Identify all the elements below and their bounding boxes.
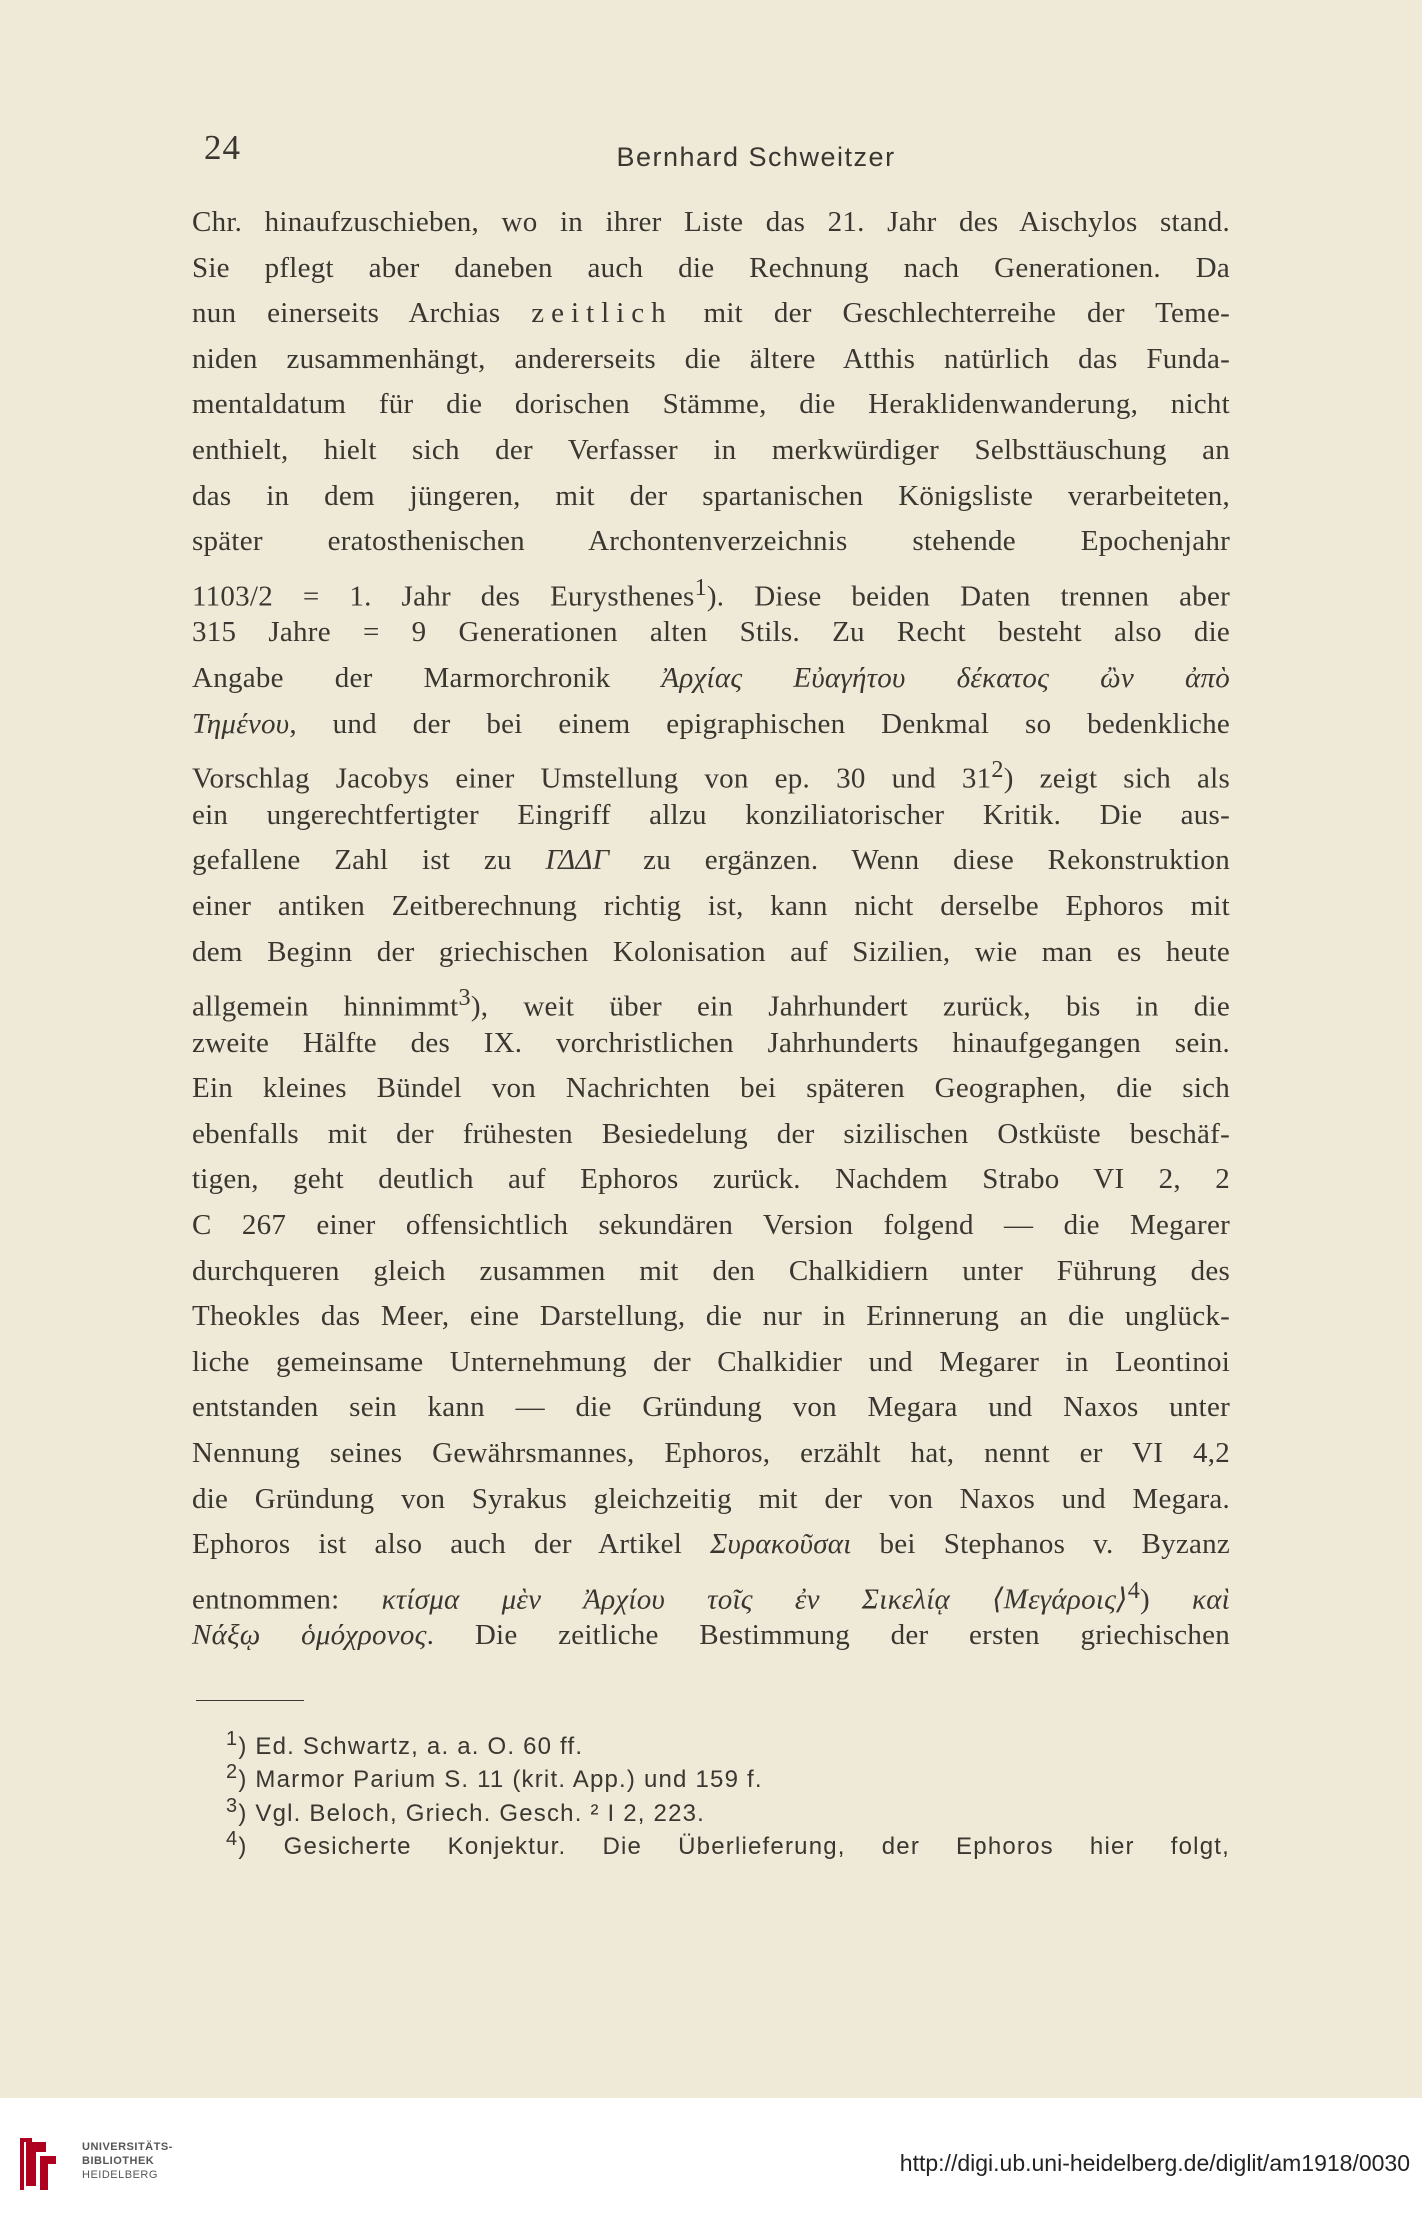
text-line: durchqueren gleich zusammen mit den Chalkidiern unter Führung des bbox=[192, 1254, 1230, 1287]
text-line: ein ungerechtfertigter Eingriff allzu konziliatorischer Kritik. Die aus- bbox=[192, 798, 1230, 831]
footnote-ref: 3 bbox=[458, 984, 471, 1012]
text-line: enthielt, hielt sich der Verfasser in merkwürdiger Selbsttäuschung an bbox=[192, 433, 1230, 466]
text-line: Νάξῳ ὁμόχρονος. Die zeitliche Bestimmung der ersten griechischen bbox=[192, 1619, 1230, 1652]
greek-quote: καὶ bbox=[1192, 1583, 1230, 1616]
footnote: $^3$) Vgl. Beloch, Griech. Gesch. ² I 2, 223. bbox=[226, 1794, 706, 1827]
text-line: Ephoros ist also auch der Artikel Συρακοῦσαι bei Stephanos v. Byzanz bbox=[192, 1528, 1231, 1561]
text-line: mentaldatum für die dorischen Stämme, die Heraklidenwanderung, nicht bbox=[192, 388, 1230, 421]
text-line: ebenfalls mit der frühesten Besiedelung der sizilischen Ostküste beschäf- bbox=[192, 1117, 1230, 1150]
footnote-rule bbox=[196, 1700, 304, 1701]
running-head: Bernhard Schweitzer bbox=[616, 142, 896, 172]
text-line: später eratosthenischen Archontenverzeichnis stehende Epochenjahr bbox=[192, 525, 1230, 558]
text-line: die Gründung von Syrakus gleichzeitig mit der von Naxos und Megara. bbox=[192, 1482, 1230, 1515]
library-logo-icon bbox=[16, 2134, 64, 2194]
footnote: $^1$) Ed. Schwartz, a. a. O. 60 ff. bbox=[226, 1728, 584, 1760]
text-line: Chr. hinaufzuschieben, wo in ihrer Liste das 21. Jahr des Aischylos stand. bbox=[192, 206, 1230, 238]
text-line: Ein kleines Bündel von Nachrichten bei späteren Geographen, die sich bbox=[192, 1072, 1230, 1105]
text-line: Τημένου, und der bei einem epigraphischen Denkmal so bedenkliche bbox=[192, 707, 1230, 740]
text-line: liche gemeinsame Unternehmung der Chalkidier und Megarer in Leontinoi bbox=[192, 1345, 1230, 1378]
greek-numeral: ΓΔΔΓ bbox=[545, 844, 610, 877]
text-line: C 267 einer offensichtlich sekundären Version folgend — die Megarer bbox=[192, 1209, 1230, 1242]
text-line: 1103/2 = 1. Jahr des Eurysthenes$^1$). Diese beiden Daten trennen aber bbox=[192, 573, 1230, 613]
text-line: Nennung seines Gewährsmannes, Ephoros, erzählt hat, nennt er VI 4,2 bbox=[192, 1437, 1230, 1470]
text-line: Theokles das Meer, eine Darstellung, die nur in Erinnerung an die unglück- bbox=[192, 1300, 1230, 1333]
text-line: gefallene Zahl ist zu ΓΔΔΓ zu ergänzen. Wenn diese Rekonstruktion bbox=[192, 844, 1230, 877]
footnote: $^2$) Marmor Parium S. 11 (krit. App.) und 159 f. bbox=[226, 1761, 763, 1794]
text-line: das in dem jüngeren, mit der spartanischen Königsliste verarbeiteten, bbox=[192, 479, 1230, 512]
source-url[interactable]: http://digi.ub.uni-heidelberg.de/diglit/am1918/0030 bbox=[899, 2150, 1410, 2176]
footnotes bbox=[226, 1723, 1231, 1861]
greek-quote: Νάξῳ ὁμόχρονος bbox=[192, 1619, 427, 1652]
body-text bbox=[192, 200, 1230, 1659]
text-line: nun einerseits Archias zeitlich mit der Geschlechterreihe der Teme- bbox=[192, 297, 1230, 330]
footnote-ref: 1 bbox=[694, 573, 707, 601]
text-line: Sie pflegt aber daneben auch die Rechnung nach Generationen. Da bbox=[192, 251, 1230, 284]
text-line: dem Beginn der griechischen Kolonisation auf Sizilien, wie man es heute bbox=[192, 935, 1230, 968]
footnote: $^4$) Gesicherte Konjektur. Die Überlieferung, der Ephoros hier folgt, bbox=[226, 1828, 1231, 1861]
text-line: entnommen: κτίσμα μὲν Ἀρχίου τοῖς ἐν Σικελίᾳ ⟨Μεγάροις⟩$^4$) καὶ bbox=[192, 1576, 1230, 1616]
greek-quote: Τημένου bbox=[192, 707, 290, 740]
text-line: entstanden sein kann — die Gründung von Megara und Naxos unter bbox=[192, 1391, 1230, 1424]
text-line: tigen, geht deutlich auf Ephoros zurück. Nachdem Strabo VI 2, 2 bbox=[192, 1163, 1230, 1196]
footnote-ref: 4 bbox=[1127, 1576, 1141, 1604]
text-line: niden zusammenhängt, andererseits die ältere Atthis natürlich das Funda- bbox=[192, 342, 1230, 375]
text-line: zweite Hälfte des IX. vorchristlichen Jahrhunderts hinaufgegangen sein. bbox=[192, 1026, 1230, 1059]
greek-quote: Συρακοῦσαι bbox=[710, 1528, 852, 1561]
text-line: 315 Jahre = 9 Generationen alten Stils. Zu Recht besteht also die bbox=[192, 616, 1230, 649]
greek-quote: κτίσμα μὲν Ἀρχίου τοῖς ἐν Σικελίᾳ ⟨Μεγάροις⟩ bbox=[381, 1583, 1128, 1616]
text-line: allgemein hinnimmt$^3$), weit über ein Jahrhundert zurück, bis in die bbox=[192, 984, 1230, 1023]
page-number: 24 bbox=[204, 128, 241, 167]
digitization-footer bbox=[0, 2098, 1422, 2228]
greek-quote: Ἀρχίας Εὐαγήτου δέκατος ὢν ἀπὸ bbox=[661, 661, 1230, 694]
text-line: Vorschlag Jacobys einer Umstellung von ep. 30 und $31^2$) zeigt sich als bbox=[192, 756, 1230, 795]
text-line: Angabe der Marmorchronik Ἀρχίας Εὐαγήτου δέκατος ὢν ἀπὸ bbox=[192, 661, 1230, 694]
library-name: UNIVERSITÄTS- BIBLIOTHEK HEIDELBERG bbox=[82, 2141, 173, 2181]
footnote-ref: 2 bbox=[991, 756, 1004, 784]
spaced-emphasis: zeitlich bbox=[531, 297, 673, 330]
text-line: einer antiken Zeitberechnung richtig ist, kann nicht derselbe Ephoros mit bbox=[192, 889, 1230, 922]
